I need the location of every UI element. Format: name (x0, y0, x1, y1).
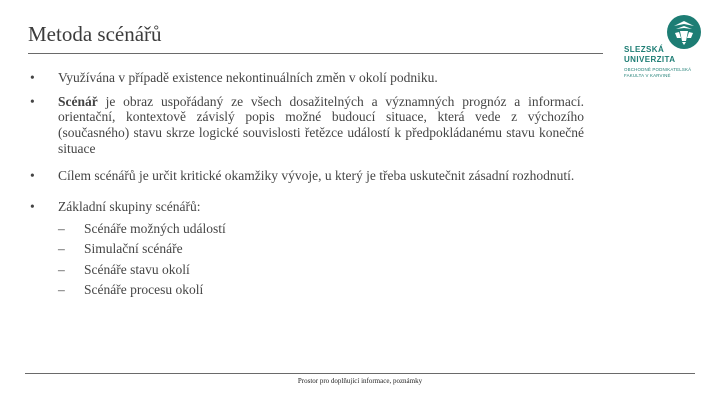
list-item-text: Simulační scénáře (84, 241, 183, 257)
bullet-text: je obraz uspořádaný ze všech dosažitelných a významných prognóz a informací. orientační, kontextově závislý popis možné budoucí situace, která vede z výchozího (současného) stavu skrze logické souvislosti řetězce událostí k předpokládanému stavu konečné situace (58, 93, 584, 156)
slide-body (28, 68, 584, 303)
bullet-icon: • (30, 93, 35, 109)
bullet-item (28, 168, 584, 184)
dash-icon: – (58, 241, 65, 257)
bullet-text: Základní skupiny scénářů: (58, 199, 201, 215)
scenario-group-list (28, 221, 584, 299)
dash-icon: – (58, 282, 65, 298)
list-item-text: Scénáře možných událostí (84, 220, 226, 236)
list-item (58, 221, 584, 237)
list-item-text: Scénáře procesu okolí (84, 282, 204, 298)
logo-faculty-line-1: OBCHODNĚ PODNIKATELSKÁ (624, 67, 692, 72)
list-item-text: Scénáře stavu okolí (84, 261, 190, 277)
footer-note: Prostor pro doplňující informace, poznámky (297, 377, 423, 385)
bullet-icon: • (30, 70, 35, 85)
bullet-text: Cílem scénářů je určit kritické okamžiky vývoje, u který je třeba uskutečnit zásadní rozhodnutí. (58, 167, 575, 183)
bullet-text: Využívána v případě existence nekontinuálních změn v okolí podniku. (58, 70, 438, 85)
footer-divider (25, 373, 695, 374)
list-item (58, 241, 584, 257)
logo-faculty-line-2: FAKULTA V KARVINÉ (624, 72, 671, 78)
slide-title: Metoda scénářů (28, 22, 162, 46)
dash-icon: – (58, 220, 65, 236)
title-divider (28, 53, 603, 54)
bullet-bold-term: Scénář (58, 93, 98, 109)
logo-name-line-1: SLEZSKÁ (624, 45, 665, 54)
bullet-item (28, 94, 584, 157)
logo-name-line-2: UNIVERZITA (624, 55, 676, 64)
bullet-icon: • (30, 167, 35, 183)
bullet-item (28, 199, 584, 215)
list-item (58, 262, 584, 278)
university-logo (624, 14, 706, 80)
bullet-icon: • (30, 199, 35, 215)
list-item (58, 282, 584, 298)
bullet-item (28, 70, 584, 86)
dash-icon: – (58, 261, 65, 277)
